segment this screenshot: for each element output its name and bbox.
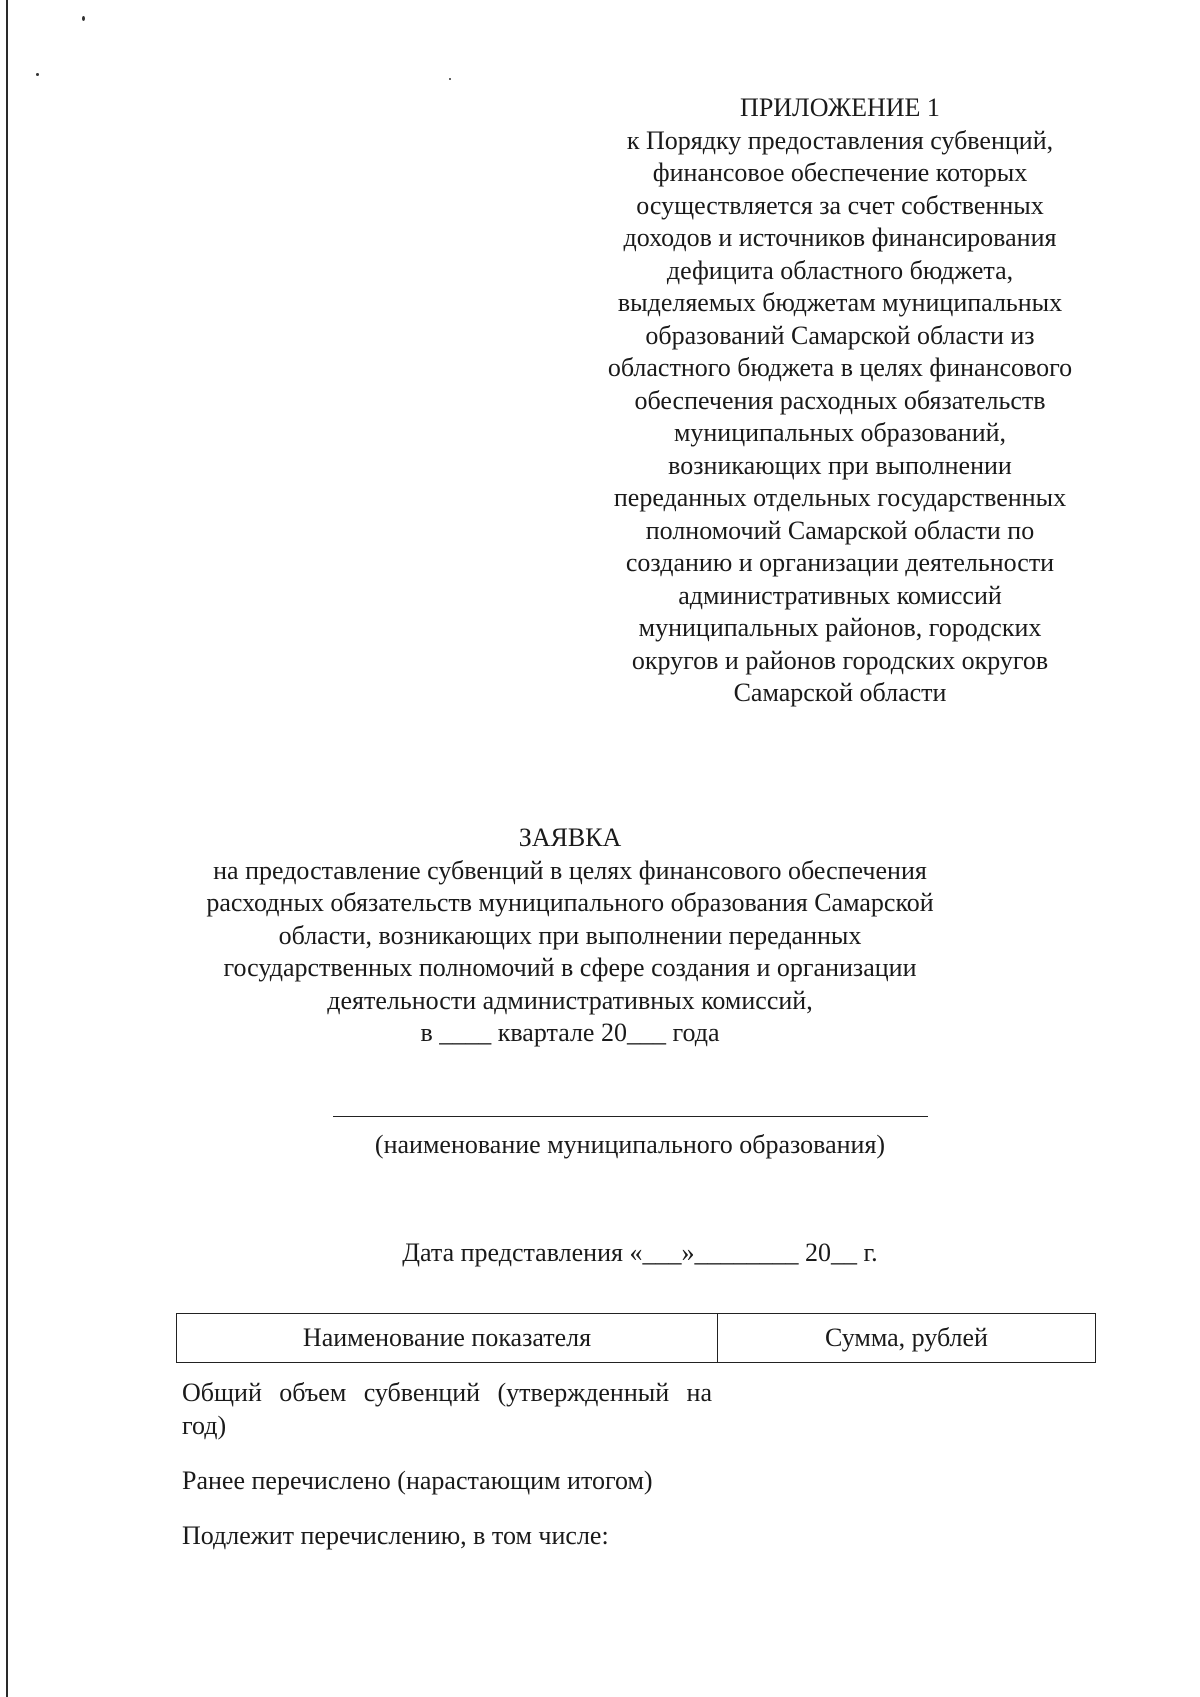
table-header-indicator: Наименование показателя [177,1314,718,1362]
request-line: государственных полномочий в сфере создания и организации [223,953,917,982]
request-title: ЗАЯВКА [518,823,622,852]
appendix-line: выделяемых бюджетам муниципальных [617,288,1063,317]
appendix-line: полномочий Самарской области по [645,515,1035,545]
table-row: Ранее перечислено (нарастающим итогом) [182,1466,653,1495]
appendix-line: обеспечения расходных обязательств [634,385,1046,415]
appendix-line: осуществляется за счет собственных [636,190,1044,220]
table-row: Подлежит перечислению, в том числе: [182,1521,609,1550]
scan-speck [36,73,39,76]
table-rows [182,1376,712,1574]
request-line: области, возникающих при выполнении переданных [278,920,862,950]
appendix-block [580,92,1100,710]
request-line: расходных обязательств муниципального образования Самарской [206,888,934,917]
appendix-line: доходов и источников финансирования [623,223,1057,252]
submission-date-line: Дата представления «___»________ 20__ г. [402,1238,878,1267]
appendix-line: переданных отдельных государственных [613,483,1067,512]
appendix-line: возникающих при выполнении [668,450,1012,480]
municipality-name-line [333,1116,928,1117]
request-block [170,822,970,1050]
request-quarter-line: в ____ квартале 20___ года [420,1018,720,1047]
request-line: на предоставление субвенций в целях финансового обеспечения [213,855,927,885]
scan-edge-line [6,0,8,1697]
table-header-amount: Сумма, рублей [825,1323,988,1352]
scan-speck [449,78,451,80]
appendix-line: муниципальных образований, [673,418,1007,447]
appendix-line: Самарской области [733,678,947,707]
appendix-line: к Порядку предоставления субвенций, [626,125,1054,155]
municipality-caption: (наименование муниципального образования) [374,1130,886,1159]
table-row: Общий объем субвенций (утвержденный на год) [182,1378,712,1440]
appendix-line: созданию и организации деятельности [625,548,1055,577]
appendix-line: муниципальных районов, городских [638,613,1042,642]
appendix-line: образований Самарской области из [645,320,1035,350]
request-line: деятельности административных комиссий, [327,985,813,1015]
appendix-line: административных комиссий [678,580,1002,610]
appendix-line: округов и районов городских округов [631,645,1049,675]
appendix-line: областного бюджета в целях финансового [607,353,1073,382]
appendix-line: финансовое обеспечение которых [652,158,1028,187]
scan-speck [82,16,85,21]
appendix-line: дефицита областного бюджета, [666,255,1014,285]
table-header-row [176,1313,1096,1363]
appendix-title: ПРИЛОЖЕНИЕ 1 [740,93,940,122]
